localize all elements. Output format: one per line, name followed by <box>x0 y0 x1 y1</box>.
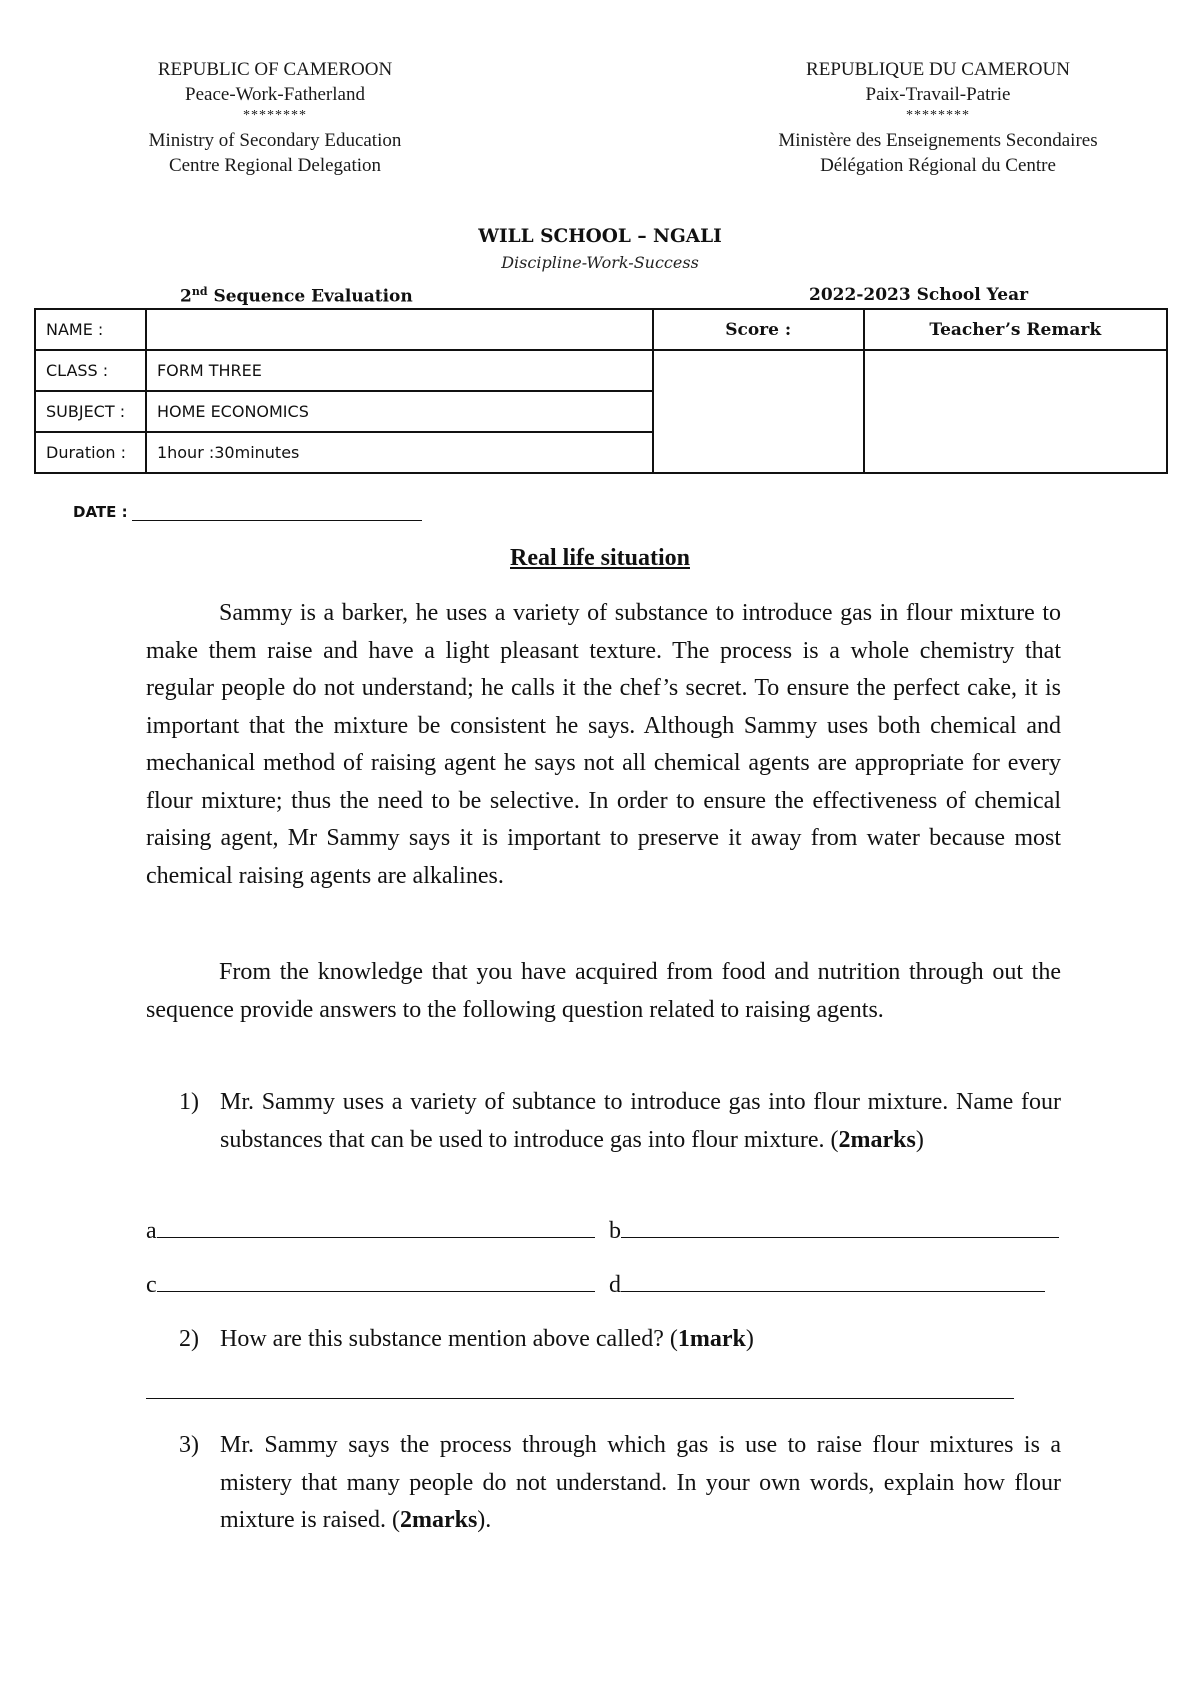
question-text: Mr. Sammy uses a variety of subtance to introduce gas into flour mixture. Name four substances that can be used to introduce gas into flour mixture. ( <box>220 1089 1061 1153</box>
national-motto-en: Peace-Work-Fatherland <box>185 83 365 105</box>
name-field[interactable] <box>146 309 653 350</box>
country-en: REPUBLIC OF CAMEROON <box>157 59 393 80</box>
duration-label: Duration : <box>35 432 146 473</box>
answer-a-field[interactable] <box>157 1213 595 1238</box>
ministry-en: Ministry of Secondary Education <box>148 130 402 151</box>
question-text: Mr. Sammy says the process through which gas is use to raise flour mixtures is a mistery that many people do not understand. In your own words, explain how flour mixture is raised. ( <box>220 1432 1061 1533</box>
separator-stars-left: ******** <box>243 108 307 123</box>
answer-d-field[interactable] <box>621 1267 1045 1292</box>
school-motto: Discipline-Work-Success <box>501 253 699 272</box>
answer-label: c <box>146 1272 157 1298</box>
score-field[interactable] <box>653 350 864 473</box>
date-field[interactable] <box>132 504 422 521</box>
question-text: How are this substance mention above called? ( <box>220 1326 678 1352</box>
answer-c-field[interactable] <box>157 1267 595 1292</box>
answer-label: a <box>146 1218 157 1244</box>
date-row <box>73 503 422 521</box>
answer-b <box>609 1213 1059 1246</box>
answer-label: d <box>609 1272 621 1298</box>
student-info-table <box>34 308 1168 474</box>
header-left <box>130 58 420 178</box>
answer-b-field[interactable] <box>621 1213 1059 1238</box>
country-fr: REPUBLIQUE DU CAMEROUN <box>806 59 1070 80</box>
name-label: NAME : <box>35 309 146 350</box>
school-name: WILL SCHOOL – NGALI <box>478 226 722 247</box>
scenario-paragraph: Sammy is a barker, he uses a variety of substance to introduce gas in flour mixture to make them raise and have a light pleasant texture. The process is a whole chemistry that regular people do not understand; he calls it the chef’s secret. To ensure the perfect cake, it is important that the mixture be consistent he says. Although Sammy uses both chemical and mechanical method of raising agent he says not all chemical agents are appropriate for every flour mixture; thus the need to be selective. In order to ensure the effectiveness of chemical raising agent, Mr Sammy says it is important to preserve it away from water because most chemical raising agents are alkalines. <box>146 600 1061 889</box>
delegation-fr: Délégation Régional du Centre <box>820 154 1056 176</box>
delegation-en: Centre Regional Delegation <box>168 154 382 176</box>
question-marks: 2marks <box>838 1126 916 1153</box>
sequence-ordinal-suffix: nd <box>191 285 208 298</box>
class-label: CLASS : <box>35 350 146 391</box>
question-number: 1) <box>179 1089 199 1115</box>
duration-value: 1hour :30minutes <box>146 432 653 473</box>
answer-c <box>146 1267 595 1300</box>
instruction-paragraph: From the knowledge that you have acquired from food and nutrition through out the sequence provide answers to the following question related to raising agents. <box>146 959 1061 1023</box>
teacher-remark-label: Teacher’s Remark <box>864 309 1168 350</box>
question-close: ) <box>745 1326 754 1352</box>
section-title: Real life situation <box>510 545 690 571</box>
question-close: ) <box>915 1126 924 1153</box>
question-1 <box>146 1084 1061 1159</box>
sequence-ordinal: 2 <box>180 286 192 307</box>
score-label: Score : <box>653 309 864 350</box>
school-year: 2022-2023 School Year <box>809 285 1029 305</box>
question-number: 2) <box>179 1326 199 1352</box>
ministry-fr: Ministère des Enseignements Secondaires <box>778 130 1098 151</box>
question-close: ). <box>477 1507 492 1533</box>
question-3 <box>146 1427 1061 1540</box>
question-marks: 1mark <box>677 1326 746 1352</box>
subject-value: HOME ECONOMICS <box>146 391 653 432</box>
answer-d <box>609 1267 1045 1300</box>
answer-2-field[interactable] <box>146 1398 1014 1399</box>
date-label: DATE : <box>73 503 128 521</box>
answer-a <box>146 1213 595 1246</box>
header-right <box>738 58 1138 178</box>
sequence-title <box>180 285 413 307</box>
class-value: FORM THREE <box>146 350 653 391</box>
answer-label: b <box>609 1218 621 1244</box>
question-number: 3) <box>179 1432 199 1458</box>
question-marks: 2marks <box>399 1507 478 1533</box>
teacher-remark-field[interactable] <box>864 350 1168 473</box>
sequence-label: Sequence Evaluation <box>207 286 413 307</box>
subject-label: SUBJECT : <box>35 391 146 432</box>
question-2 <box>146 1321 1061 1359</box>
separator-stars-right: ******** <box>906 108 970 123</box>
national-motto-fr: Paix-Travail-Patrie <box>865 83 1011 105</box>
